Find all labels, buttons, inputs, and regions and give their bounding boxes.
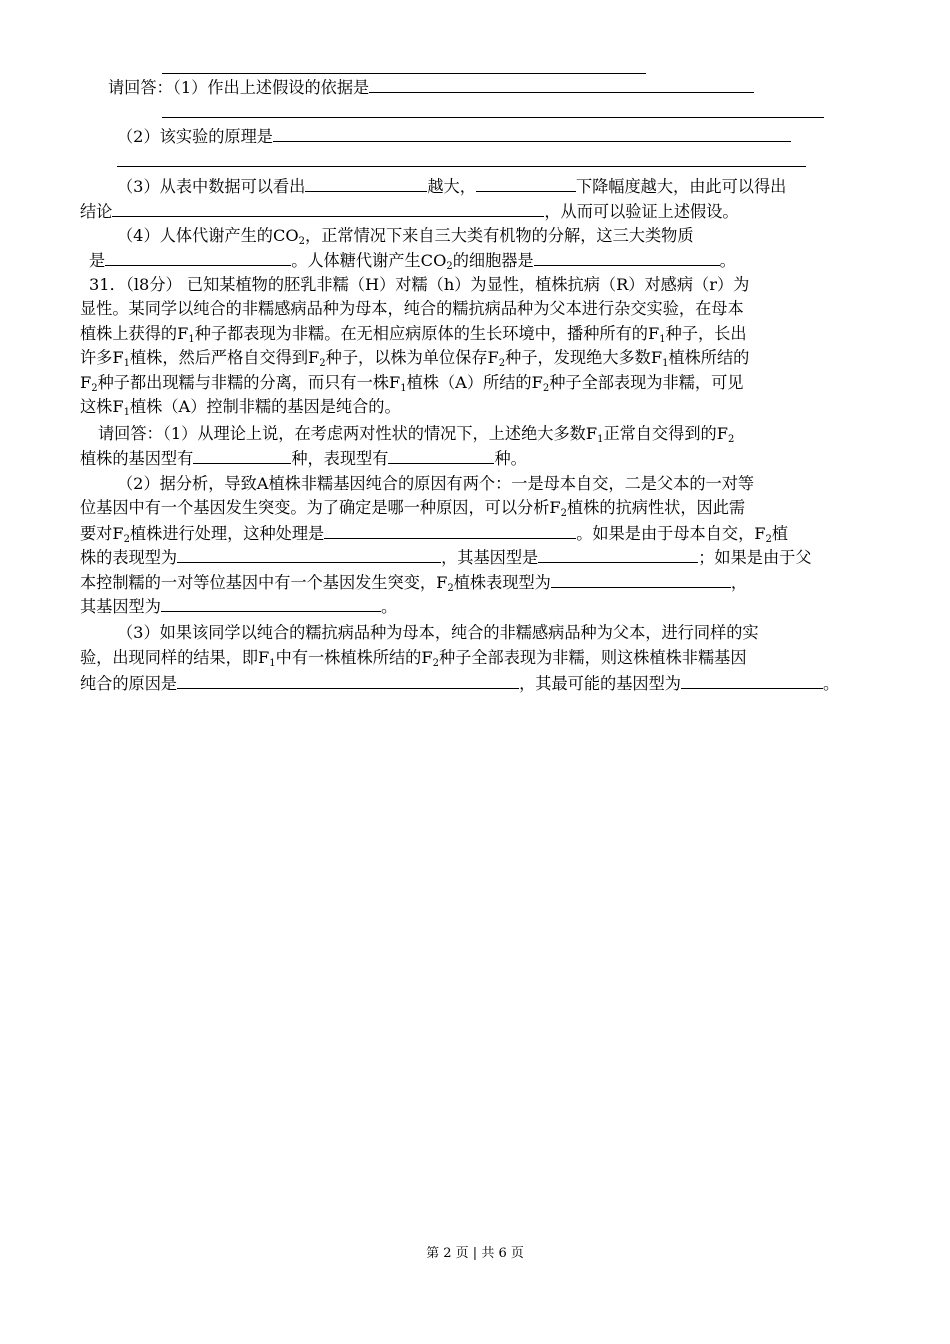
q31-sub1-line-2: 植株的基因型有 种，表现型有 种。 — [80, 449, 527, 468]
answer-blank[interactable] — [273, 126, 791, 142]
answer-blank[interactable] — [551, 572, 731, 588]
q31-line-1: 31．（l8分） 已知某植物的胚乳非糯（H）对糯（h）为显性，植株抗病（R）对感病（r）为 — [89, 275, 750, 294]
answer-blank[interactable] — [681, 673, 823, 689]
q30-line-3: （3）从表中数据可以看出 越大， 下降幅度越大，由此可以得出 — [117, 177, 787, 196]
answer-blank[interactable] — [161, 596, 381, 612]
answer-line — [117, 166, 806, 167]
question-number: 31．（l8分） — [89, 275, 182, 294]
q31-sub2-line-5: 本控制糯的一对等位基因中有一个基因发生突变，$F_2$植株表现型为 ， — [80, 573, 748, 594]
q30-line-4: 结论 ，从而可以验证上述假设。 — [80, 202, 739, 221]
answer-line — [162, 117, 824, 118]
q31-sub2-line-2: 位基因中有一个基因发生突变。为了确定是哪一种原因，可以分析$F_2$植株的抗病性状，因此需 — [80, 498, 746, 519]
answer-blank[interactable] — [177, 673, 519, 689]
q31-line-3: 植株上获得的$F_1$种子都表现为非糯。在无相应病原体的生长环境中，播种所有的$F_1$种子，长出 — [80, 324, 747, 345]
q31-sub2-line-3: 要对$F_2$植株进行处理，这种处理是 。如果是由于母本自交，$F_2$植 — [80, 524, 789, 545]
q31-line-6: 这株$F_1$植株（A）控制非糯的基因是纯合的。 — [80, 397, 401, 418]
answer-blank[interactable] — [324, 523, 576, 539]
answer-blank[interactable] — [305, 176, 427, 192]
answer-blank[interactable] — [476, 176, 576, 192]
q31-sub3-line-2: 验，出现同样的结果，即$F_1$中有一株植株所结的$F_2$种子全部表现为非糯，则这株植株非糯基因 — [80, 648, 747, 669]
answer-blank[interactable] — [193, 448, 291, 464]
q31-sub2-line-4: 株的表现型为 ，其基因型是 ；如果是由于父 — [80, 548, 812, 567]
q31-sub2-line-1: （2）据分析，导致A植株非糯基因纯合的原因有两个：一是母本自交，二是父本的一对等 — [117, 474, 755, 493]
answer-blank[interactable] — [538, 547, 698, 563]
page-footer: 第 2 页 | 共 6 页 — [426, 1246, 524, 1261]
q30-line-5: （4）人体代谢产生的$CO_2$，正常情况下来自三大类有机物的分解，这三大类物质 — [117, 226, 694, 247]
answer-blank[interactable] — [112, 201, 544, 217]
answer-blank[interactable] — [177, 547, 441, 563]
q31-line-2: 显性。某同学以纯合的非糯感病品种为母本，纯合的糯抗病品种为父本进行杂交实验，在母本 — [80, 299, 744, 318]
q30-line-6: 是 。人体糖代谢产生$CO_2$的细胞器是 。 — [89, 251, 736, 272]
q31-sub3-line-3: 纯合的原因是 ，其最可能的基因型为 。 — [80, 674, 840, 693]
answer-blank[interactable] — [105, 250, 291, 266]
q31-sub3-line-1: （3）如果该同学以纯合的糯抗病品种为母本，纯合的非糯感病品种为父本，进行同样的实 — [117, 623, 759, 642]
answer-blank[interactable] — [388, 448, 494, 464]
answer-blank[interactable] — [534, 250, 720, 266]
q31-line-5: $F_2$种子都出现糯与非糯的分离，而只有一株$F_1$植株（A）所结的$F_2$种子全部表现为非糯，可见 — [80, 373, 744, 394]
answer-line — [162, 73, 646, 74]
q30-line-1: 请回答：（1）作出上述假设的依据是 — [108, 77, 754, 98]
q31-sub2-line-6: 其基因型为 。 — [80, 597, 398, 616]
q31-line-4: 许多$F_1$植株，然后严格自交得到$F_2$种子，以株为单位保存$F_2$种子，发现绝大多数$F_1$植株所结的 — [80, 348, 750, 369]
answer-blank[interactable] — [369, 77, 754, 93]
q30-line-2: （2）该实验的原理是 — [117, 126, 791, 147]
q31-sub1-line-1: 请回答：（1）从理论上说，在考虑两对性状的情况下，上述绝大多数$F_1$正常自交得到的$F_2$ — [98, 424, 735, 445]
